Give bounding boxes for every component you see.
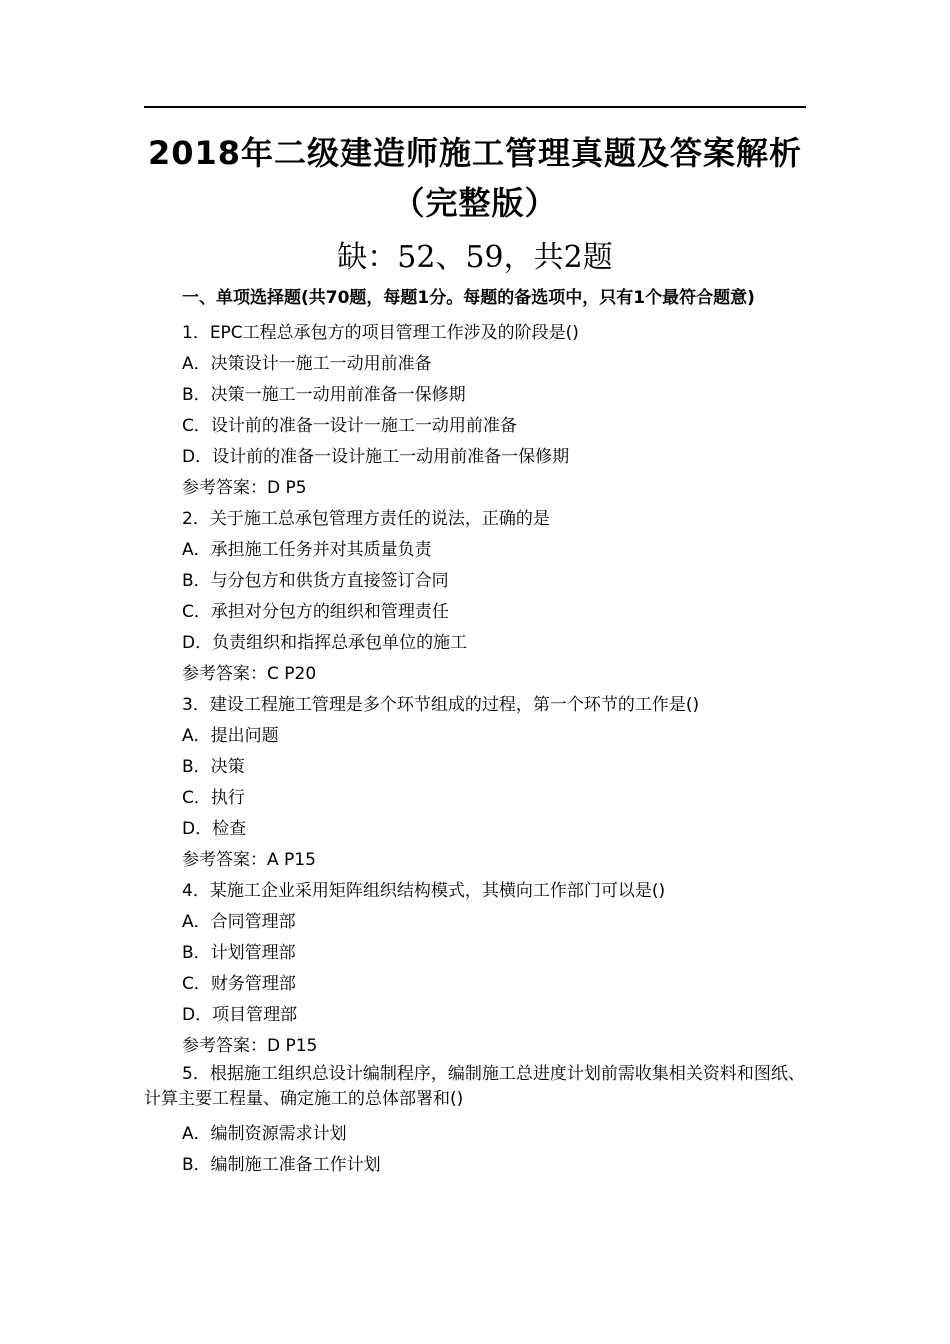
document-title: 2018年二级建造师施工管理真题及答案解析（完整版） (147, 134, 803, 222)
document-body (144, 286, 806, 1181)
question-answer: 参考答案：D P5 (182, 478, 307, 498)
section-heading: 一、单项选择题(共70题，每题1分。每题的备选项中，只有1个最符合题意) (182, 288, 755, 308)
question-answer: 参考答案：C P20 (182, 664, 317, 684)
question-option: A．承担施工任务并对其质量负责 (182, 540, 432, 560)
question-stem: 5．根据施工组织总设计编制程序，编制施工总进度计划前需收集相关资料和图纸、计算主要工程量、确定施工的总体部署和() (144, 1064, 805, 1109)
top-rule (144, 106, 806, 108)
question-option: A．决策设计一施工一动用前准备 (182, 354, 432, 374)
question-stem: 4．某施工企业采用矩阵组织结构模式，其横向工作部门可以是() (182, 881, 666, 901)
question-stem: 2．关于施工总承包管理方责任的说法，正确的是 (182, 509, 550, 529)
question-option: D．设计前的准备一设计施工一动用前准备一保修期 (182, 447, 570, 467)
question-option: C．承担对分包方的组织和管理责任 (182, 602, 449, 622)
question-option: A．合同管理部 (182, 912, 296, 932)
question-answer: 参考答案：A P15 (182, 850, 316, 870)
question-option: D．检查 (182, 819, 247, 839)
question-stem: 3．建设工程施工管理是多个环节组成的过程，第一个环节的工作是() (182, 695, 700, 715)
question-option: D．负责组织和指挥总承包单位的施工 (182, 633, 468, 653)
question-option: B．与分包方和供货方直接签订合同 (182, 571, 449, 591)
question-option: C．设计前的准备一设计一施工一动用前准备 (182, 416, 517, 436)
question-option: B．决策 (182, 757, 245, 777)
question-option: D．项目管理部 (182, 1005, 298, 1025)
question-option: A．提出问题 (182, 726, 279, 746)
question-option: C．执行 (182, 788, 245, 808)
question-option: B．计划管理部 (182, 943, 296, 963)
missing-questions-note: 缺：52、59，共2题 (337, 240, 613, 275)
question-answer: 参考答案：D P15 (182, 1036, 318, 1056)
question-option: A．编制资源需求计划 (182, 1124, 347, 1144)
question-option: B．决策一施工一动用前准备一保修期 (182, 385, 466, 405)
question-option: C．财务管理部 (182, 974, 296, 994)
question-option: B．编制施工准备工作计划 (182, 1155, 381, 1175)
question-stem: 1．EPC工程总承包方的项目管理工作涉及的阶段是() (182, 323, 579, 343)
